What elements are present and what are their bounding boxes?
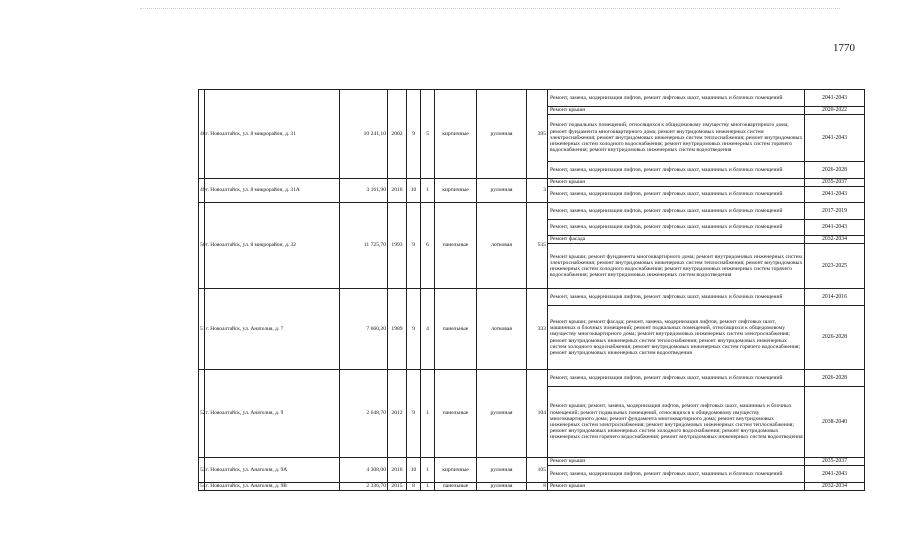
address-cell: г. Новоалтайск, ул. Анатолия, д. 9 (205, 370, 340, 458)
work-period-cell: 2041-2043 (805, 466, 865, 483)
work-period-cell: 2038-2040 (805, 387, 865, 458)
work-description-cell: Ремонт, замена, модернизация лифтов, ремонт лифтовых шахт, машинных и блочных помещений (548, 187, 805, 203)
row-number: 50 (199, 203, 205, 289)
roof-type-cell: рулонная (477, 458, 527, 483)
work-description-cell: Ремонт, замена, модернизация лифтов, ремонт лифтовых шахт, машинных и блочных помещений (548, 220, 805, 236)
year-built-cell: 2016 (388, 179, 407, 203)
work-period-cell: 2035-2037 (805, 179, 865, 187)
wall-material-cell: панельные (435, 370, 477, 458)
work-period-cell: 2026-2028 (805, 306, 865, 370)
capital-repair-table (198, 89, 865, 491)
floors-cell: 9 (407, 90, 421, 179)
work-description-cell: Ремонт крыши (548, 483, 805, 491)
residents-cell: 395 (527, 90, 548, 179)
row-number: 53 (199, 458, 205, 483)
area-cell: 10 241,10 (340, 90, 388, 179)
table-body (199, 90, 865, 491)
work-period-cell: 2017-2019 (805, 203, 865, 220)
work-description-cell: Ремонт, замена, модернизация лифтов, ремонт лифтовых шахт, машинных и блочных помещений (548, 466, 805, 483)
work-period-cell: 2041-2043 (805, 187, 865, 203)
year-built-cell: 2015 (388, 483, 407, 491)
work-period-cell: 2032-2034 (805, 236, 865, 244)
row-number: 49 (199, 179, 205, 203)
year-built-cell: 2012 (388, 370, 407, 458)
residents-cell: 8 (527, 483, 548, 491)
residents-cell: 105 (527, 458, 548, 483)
work-description-cell: Ремонт фасада (548, 236, 805, 244)
year-built-cell: 1989 (388, 289, 407, 370)
area-cell: 2 336,70 (340, 483, 388, 491)
roof-type-cell: рулонная (477, 179, 527, 203)
residents-cell: 3 (527, 179, 548, 203)
address-cell: г. Новоалтайск, ул. 8 микрорайон, д. 31А (205, 179, 340, 203)
roof-type-cell: лотковая (477, 203, 527, 289)
address-cell: г. Новоалтайск, ул. Анатолия, д. 9В (205, 483, 340, 491)
address-cell: г. Новоалтайск, ул. 8 микрорайон, д. 31 (205, 90, 340, 179)
year-built-cell: 1993 (388, 203, 407, 289)
work-period-cell: 2020-2022 (805, 107, 865, 115)
work-description-cell: Ремонт, замена, модернизация лифтов, ремонт лифтовых шахт, машинных и блочных помещений (548, 289, 805, 306)
page-number: 1770 (833, 42, 855, 54)
scan-artifact-line (140, 8, 840, 10)
entrances-cell: 5 (421, 90, 435, 179)
work-period-cell: 2023-2025 (805, 244, 865, 289)
roof-type-cell: рулонная (477, 370, 527, 458)
roof-type-cell: рулонная (477, 483, 527, 491)
row-number: 51 (199, 289, 205, 370)
work-period-cell: 2041-2043 (805, 220, 865, 236)
roof-type-cell: рулонная (477, 90, 527, 179)
residents-cell: 333 (527, 289, 548, 370)
floors-cell: 9 (407, 370, 421, 458)
address-cell: г. Новоалтайск, ул. 8 микрорайон, д. 32 (205, 203, 340, 289)
work-description-cell: Ремонт крыши; ремонт, замена, модернизация лифтов, ремонт лифтовых шахт, машинных и блочных помещений; ремонт подвальных помещений, относящихся к общедомовому имуществу многоквартирного дома; ремонт фундамента многоквартирного дома; ремонт внутридомовых инженерных систем электроснабжения; ремонт внутридомовых инженерных систем теплоснабжения; ремонт внутридомовых инженерных систем холодного водоснабжения; ремонт внутридомовых инженерных систем горячего водоснабжения; ремонт внутридомовых инженерных систем водоотведения (548, 387, 805, 458)
work-description-cell: Ремонт крыши (548, 179, 805, 187)
area-cell: 7 660,20 (340, 289, 388, 370)
floors-cell: 9 (407, 289, 421, 370)
row-number: 54 (200, 483, 206, 490)
wall-material-cell: панельные (435, 289, 477, 370)
address-cell: г. Новоалтайск, ул. Анатолия, д. 7 (205, 289, 340, 370)
entrances-cell: 1 (421, 179, 435, 203)
table-row (199, 483, 865, 491)
table-row (199, 289, 865, 306)
work-period-cell: 2026-2028 (805, 370, 865, 387)
year-built-cell: 2002 (388, 90, 407, 179)
work-period-cell: 2035-2037 (805, 458, 865, 466)
floors-cell: 8 (407, 483, 421, 491)
work-description-cell: Ремонт, замена, модернизация лифтов, ремонт лифтовых шахт, машинных и блочных помещений (548, 90, 805, 107)
area-cell: 3 161,90 (340, 179, 388, 203)
work-period-cell: 2026-2028 (805, 162, 865, 179)
work-description-cell: Ремонт подвальных помещений, относящихся к общедомовому имуществу многоквартирного дома; ремонт фундамента многоквартирного дома; ремонт внутридомовых инженерных систем электроснабжения; ремонт внутридомовых инженерных систем теплоснабжения; ремонт внутридомовых инженерных систем холодного водоснабжения; ремонт внутридомовых инженерных систем горячего водоснабжения; ремонт внутридомовых инженерных систем водоотведения (548, 115, 805, 162)
roof-type-cell: лотковая (477, 289, 527, 370)
work-description-cell: Ремонт крыши (548, 107, 805, 115)
wall-material-cell: кирпичные (435, 90, 477, 179)
work-description-cell: Ремонт крыши; ремонт фасада; ремонт, замена, модернизация лифтов, ремонт лифтовых шахт, машинных и блочных помещений; ремонт подвальных помещений, относящихся к общедомовому имуществу многоквартирного дома; ремонт внутридомовых инженерных систем электроснабжения; ремонт внутридомовых инженерных систем теплоснабжения; ремонт внутридомовых инженерных систем холодного водоснабжения; ремонт внутридомовых инженерных систем горячего водоснабжения; ремонт внутридомовых инженерных систем водоотведения (548, 306, 805, 370)
work-description-cell: Ремонт крыши; ремонт фундамента многоквартирного дома; ремонт внутридомовых инженерных систем электроснабжения; ремонт внутридомовых инженерных систем теплоснабжения; ремонт внутридомовых инженерных систем холодного водоснабжения; ремонт внутридомовых инженерных систем горячего водоснабжения; ремонт внутридомовых инженерных систем водоотведения (548, 244, 805, 289)
area-cell: 2 648,70 (340, 370, 388, 458)
wall-material-cell: кирпичные (435, 458, 477, 483)
row-number: 52 (199, 370, 205, 458)
table-row (199, 458, 865, 466)
wall-material-cell: панельные (435, 203, 477, 289)
wall-material-cell: кирпичные (435, 179, 477, 203)
row-number: 48 (199, 90, 205, 179)
work-period-cell: 2041-2043 (805, 115, 865, 162)
work-period-cell: 2032-2034 (805, 483, 865, 491)
table-row (199, 179, 865, 187)
table-row (199, 203, 865, 220)
work-description-cell: Ремонт, замена, модернизация лифтов, ремонт лифтовых шахт, машинных и блочных помещений (548, 370, 805, 387)
area-cell: 11 725,70 (340, 203, 388, 289)
work-description-cell: Ремонт крыши (548, 458, 805, 466)
address-cell: г. Новоалтайск, ул. Анатолия, д. 9А (205, 458, 340, 483)
entrances-cell: 6 (421, 203, 435, 289)
wall-material-cell: панельные (435, 483, 477, 491)
floors-cell: 10 (407, 179, 421, 203)
year-built-cell: 2016 (388, 458, 407, 483)
work-period-cell: 2041-2043 (805, 90, 865, 107)
work-period-cell: 2014-2016 (805, 289, 865, 306)
entrances-cell: 1 (421, 483, 435, 491)
residents-cell: 535 (527, 203, 548, 289)
floors-cell: 9 (407, 203, 421, 289)
table-row (199, 370, 865, 387)
residents-cell: 104 (527, 370, 548, 458)
area-cell: 4 308,00 (340, 458, 388, 483)
entrances-cell: 1 (421, 370, 435, 458)
floors-cell: 10 (407, 458, 421, 483)
work-description-cell: Ремонт, замена, модернизация лифтов, ремонт лифтовых шахт, машинных и блочных помещений (548, 162, 805, 179)
work-description-cell: Ремонт, замена, модернизация лифтов, ремонт лифтовых шахт, машинных и блочных помещений (548, 203, 805, 220)
entrances-cell: 4 (421, 289, 435, 370)
table-row (199, 90, 865, 107)
entrances-cell: 1 (421, 458, 435, 483)
